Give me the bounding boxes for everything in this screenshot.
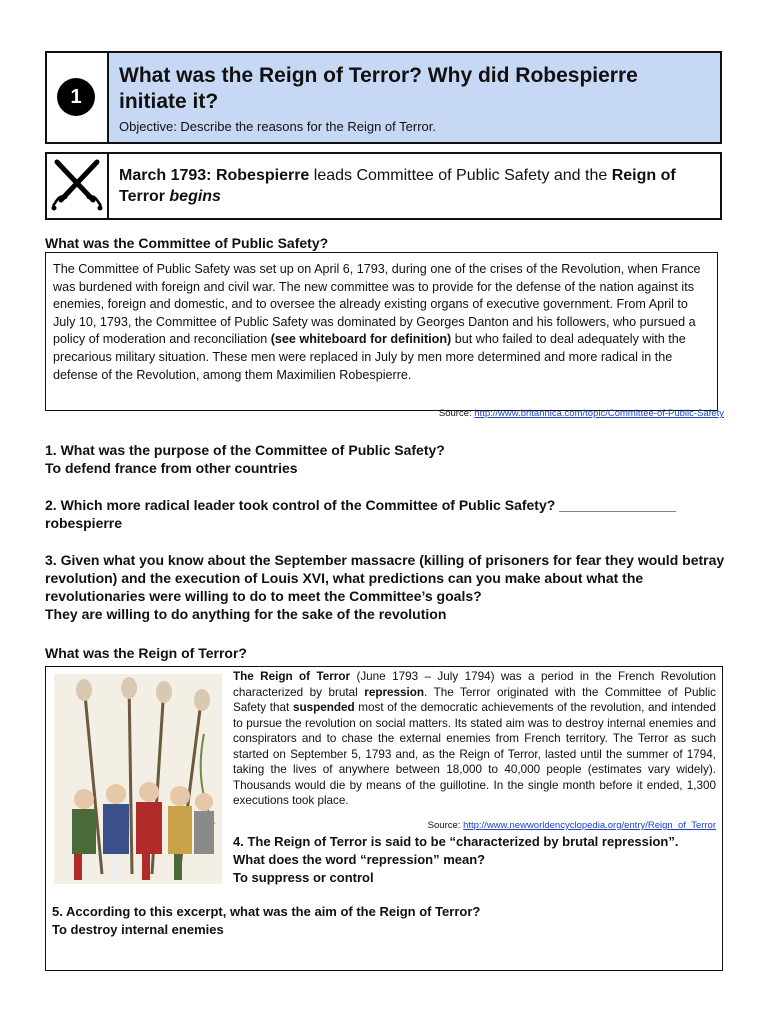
cps-source-link[interactable]: http://www.britannica.com/topic/Committee-of-Public-Safety <box>474 408 724 419</box>
question-4: 4. The Reign of Terror is said to be “characterized by brutal repression”. What does the word “repression” mean? To suppress or control <box>233 833 713 887</box>
question-2: 2. Which more radical leader took control of the Committee of Public Safety? _______________ robespierre <box>45 496 725 532</box>
reign-source-link[interactable]: http://www.newworldencyclopedia.org/entry/Reign_of_Terror <box>463 820 716 831</box>
answer-4: To suppress or control <box>233 870 374 885</box>
revolution-illustration <box>54 674 222 884</box>
answer-3: They are willing to do anything for the sake of the revolution <box>45 606 447 622</box>
lesson-number-badge: 1 <box>57 78 95 116</box>
crossed-swords-icon <box>47 154 109 218</box>
lesson-header <box>45 51 722 144</box>
reign-heading: What was the Reign of Terror? <box>45 645 247 661</box>
question-1: 1. What was the purpose of the Committee of Public Safety? To defend france from other countries <box>45 441 725 477</box>
answer-2: robespierre <box>45 515 123 531</box>
question-3: 3. Given what you know about the September massacre (killing of prisoners for fear they would betray revolution) and the execution of Louis XVI, what predictions can you make about what the revolutionaries were willing to do to meet the Committee’s goals? They are willing to do anything for the sake of the revolution <box>45 551 735 623</box>
answer-5: To destroy internal enemies <box>52 922 224 937</box>
cps-heading: What was the Committee of Public Safety? <box>45 235 329 251</box>
answer-1: To defend france from other countries <box>45 460 298 476</box>
cps-passage: The Committee of Public Safety was set up on April 6, 1793, during one of the crises of the Revolution, when France was burdened with foreign and civil war. The new committee was to provide for the defense of the nation against its enemies, foreign and domestic, and to oversee the already existing organs of executive government. From April to July 10, 1793, the Committee of Public Safety was dominated by Georges Danton and his followers, who pursued a policy of moderation and reconciliation (see whiteboard for definition) but who failed to deal adequately with the precarious military situation. These men were replaced in July by men more determined and more radical in the defense of the Revolution, among them Maximilien Robespierre. <box>45 252 718 411</box>
cps-source: Source: http://www.britannica.com/topic/Committee-of-Public-Safety <box>438 408 724 419</box>
header-main <box>109 53 720 142</box>
lesson-number-cell <box>47 53 109 142</box>
question-5: 5. According to this excerpt, what was the aim of the Reign of Terror? To destroy internal enemies <box>52 903 712 939</box>
objective: Objective: Describe the reasons for the Reign of Terror. <box>119 119 436 134</box>
reign-source: Source: http://www.newworldencyclopedia.org/entry/Reign_of_Terror <box>427 820 716 831</box>
event-banner <box>45 152 722 220</box>
page-title: What was the Reign of Terror? Why did Robespierre initiate it? <box>119 64 638 113</box>
reign-passage: The Reign of Terror (June 1793 – July 1794) was a period in the French Revolution characterized by brutal repression. The Terror originated with the Committee of Public Safety that suspended most of the democratic achievements of the revolution, and intended to pursue the revolution on social matters. Its stated aim was to destroy internal enemies and conspirators and to chase the external enemies from French territory. The Terror as such started on September 5, 1793 and, as the Reign of Terror, lasted until the summer of 1794, taking the lives of anywhere between 18,000 to 40,000 people (estimates vary widely). Thousands would die by means of the guillotine. In the single month before it ended, 1,300 executions took place. <box>233 670 717 807</box>
event-text: March 1793: Robespierre leads Committee of Public Safety and the Reign of Terror begins <box>119 167 676 205</box>
